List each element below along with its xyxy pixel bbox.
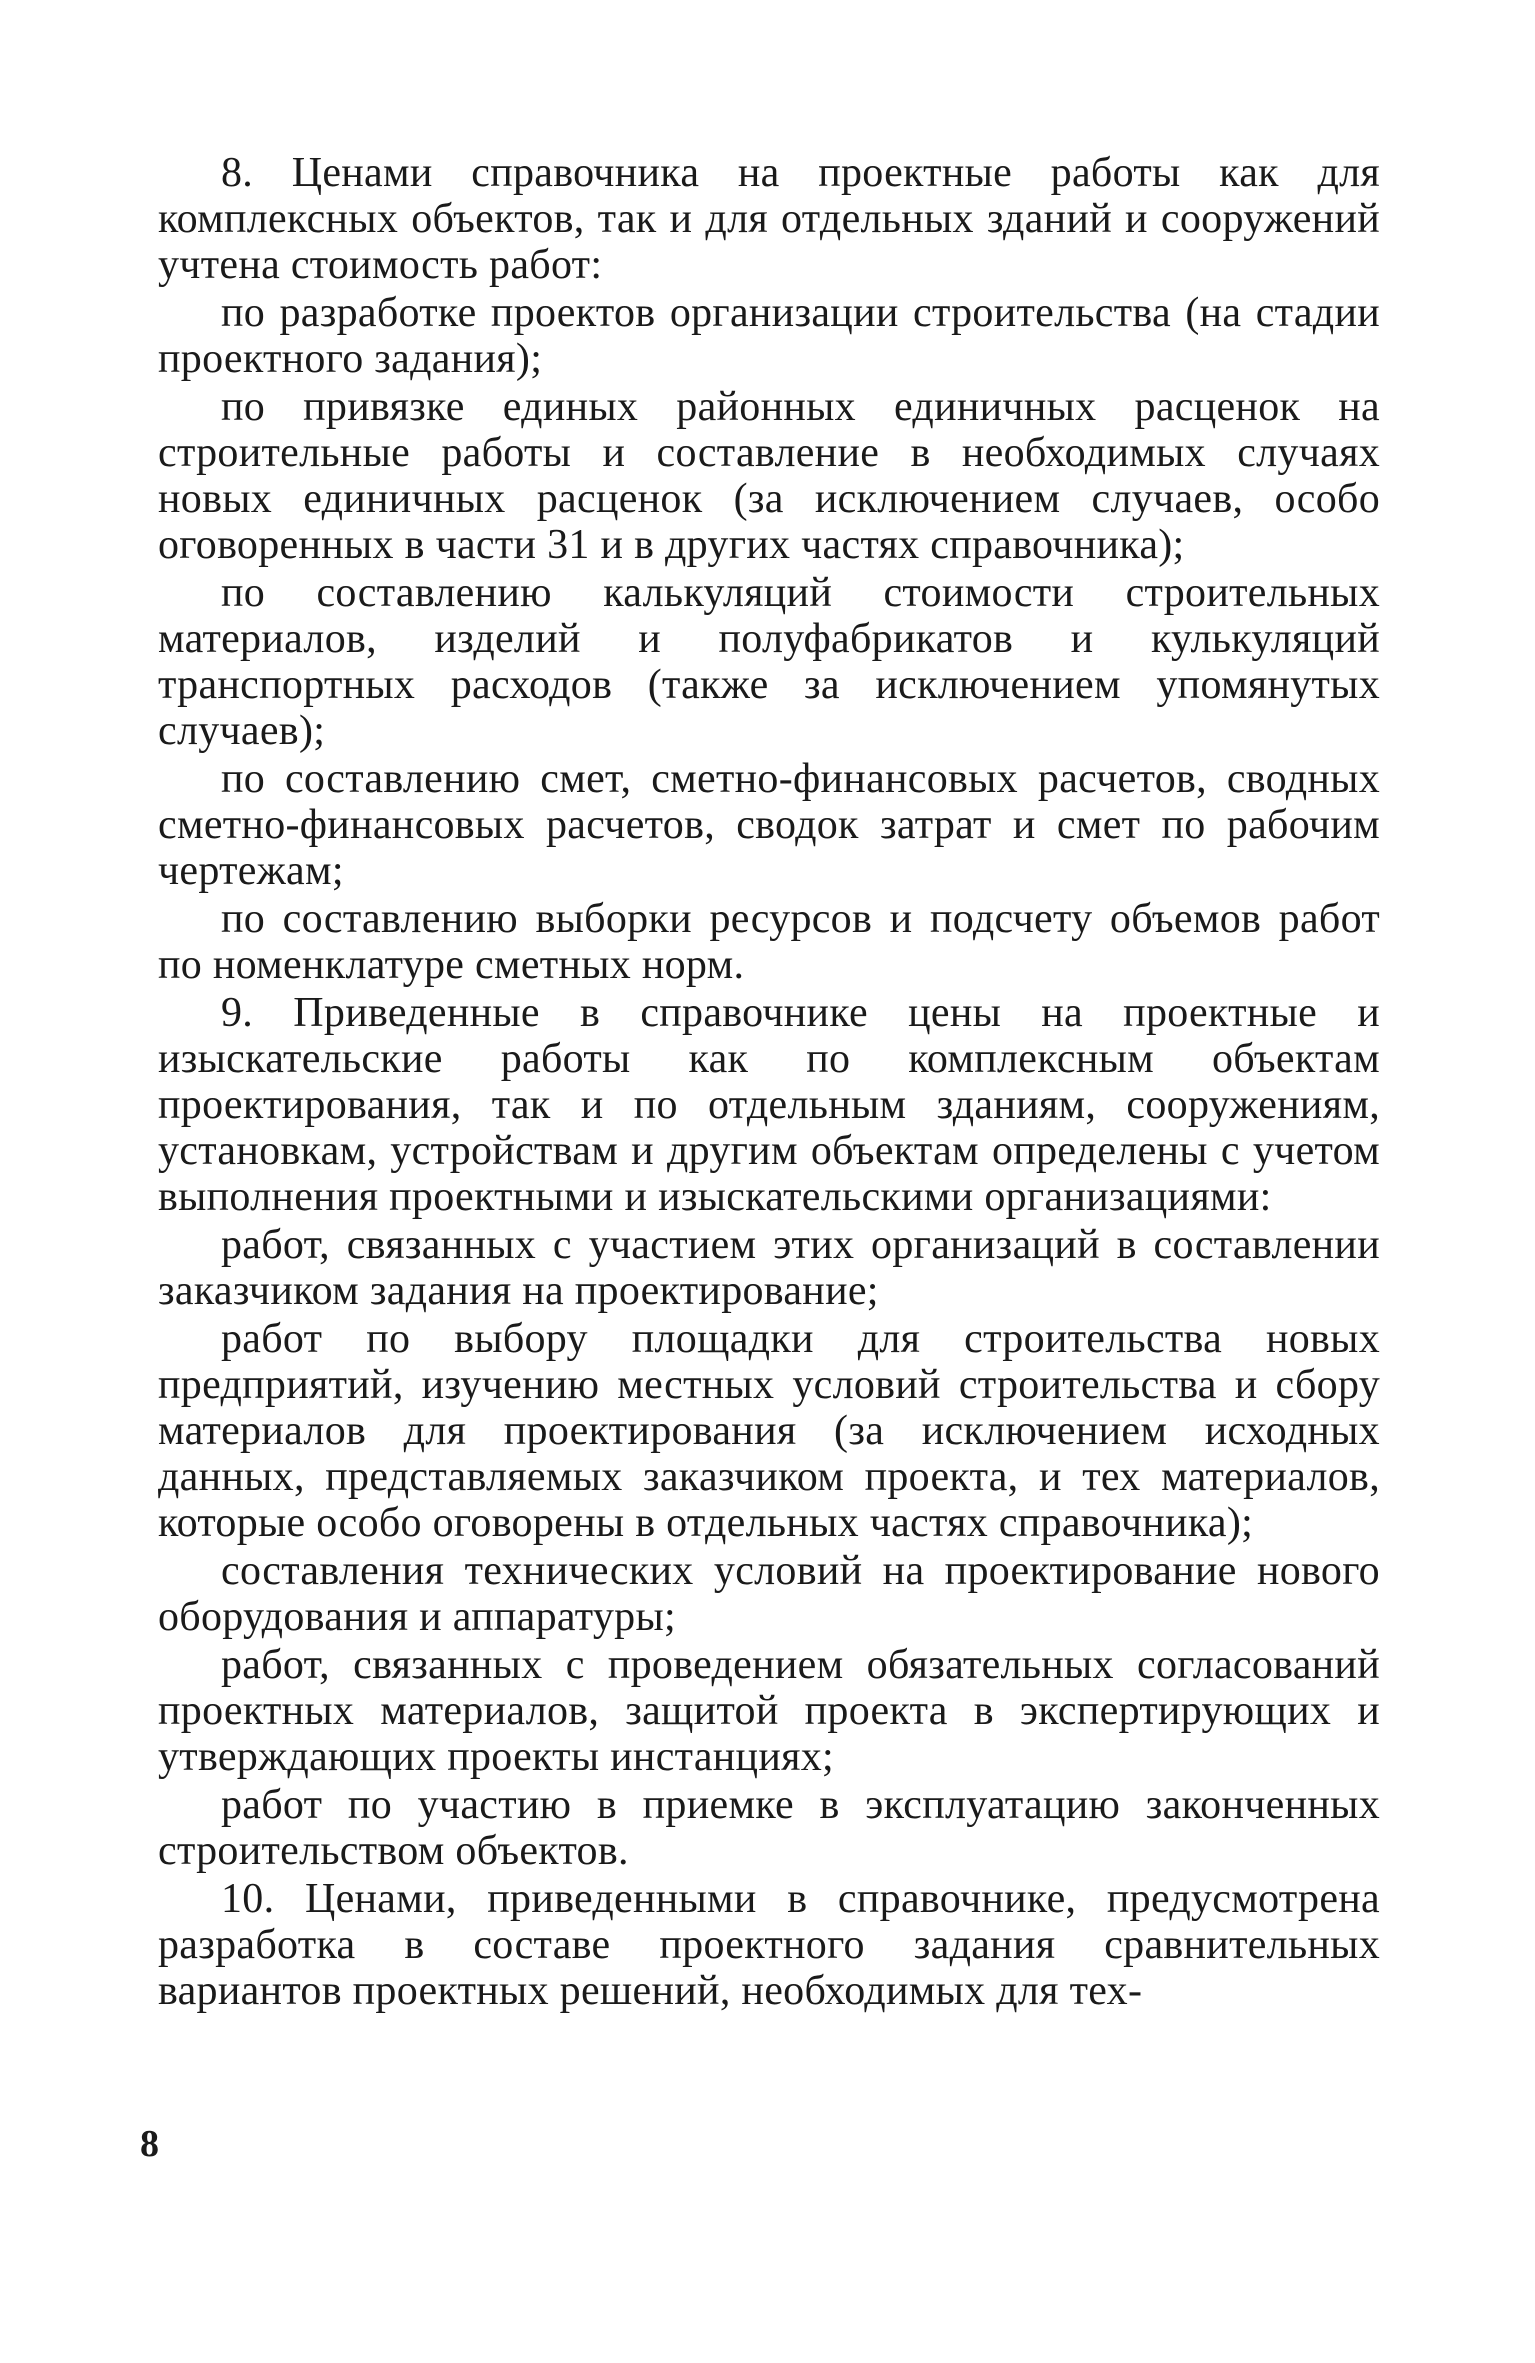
page-number: 8 bbox=[140, 2123, 159, 2165]
paragraph-item: работ, связанных с участием этих организаций в составлении заказчиком задания на проектирование; bbox=[158, 1222, 1380, 1314]
paragraph-item: составления технических условий на проектирование нового оборудования и аппаратуры; bbox=[158, 1548, 1380, 1640]
paragraph-item: работ, связанных с проведением обязательных согласований проектных материалов, защитой проекта в экспертирующих и утверждающих проекты инстанциях; bbox=[158, 1642, 1380, 1780]
paragraph-item: по разработке проектов организации строительства (на стадии проектного задания); bbox=[158, 290, 1380, 382]
paragraph-item: работ по выбору площадки для строительства новых предприятий, изучению местных условий строительства и сбору материалов для проектирования (за исключением исходных данных, представляемых заказчиком проекта, и тех материалов, которые особо оговорены в отдельных частях справочника); bbox=[158, 1316, 1380, 1546]
paragraph-item: по составлению выборки ресурсов и подсчету объемов работ по номенклатуре сметных норм. bbox=[158, 896, 1380, 988]
body-text bbox=[158, 150, 1380, 2016]
paragraph-10: 10. Ценами, приведенными в справочнике, предусмотрена разработка в составе проектного задания сравнительных вариантов проектных решений, необходимых для тех- bbox=[158, 1876, 1380, 2014]
paragraph-item: работ по участию в приемке в эксплуатацию законченных строительством объектов. bbox=[158, 1782, 1380, 1874]
paragraph-item: по составлению смет, сметно-финансовых расчетов, сводных сметно-финансовых расчетов, сводок затрат и смет по рабочим чертежам; bbox=[158, 756, 1380, 894]
paragraph-8: 8. Ценами справочника на проектные работы как для комплексных объектов, так и для отдельных зданий и сооружений учтена стоимость работ: bbox=[158, 150, 1380, 288]
paragraph-item: по привязке единых районных единичных расценок на строительные работы и составление в необходимых случаях новых единичных расценок (за исключением случаев, особо оговоренных в части 31 и в других частях справочника); bbox=[158, 384, 1380, 568]
paragraph-item: по составлению калькуляций стоимости строительных материалов, изделий и полуфабрикатов и кулькуляций транспортных расходов (также за исключением упомянутых случаев); bbox=[158, 570, 1380, 754]
paragraph-9: 9. Приведенные в справочнике цены на проектные и изыскательские работы как по комплексным объектам проектирования, так и по отдельным зданиям, сооружениям, установкам, устройствам и другим объектам определены с учетом выполнения проектными и изыскательскими организациями: bbox=[158, 990, 1380, 1220]
